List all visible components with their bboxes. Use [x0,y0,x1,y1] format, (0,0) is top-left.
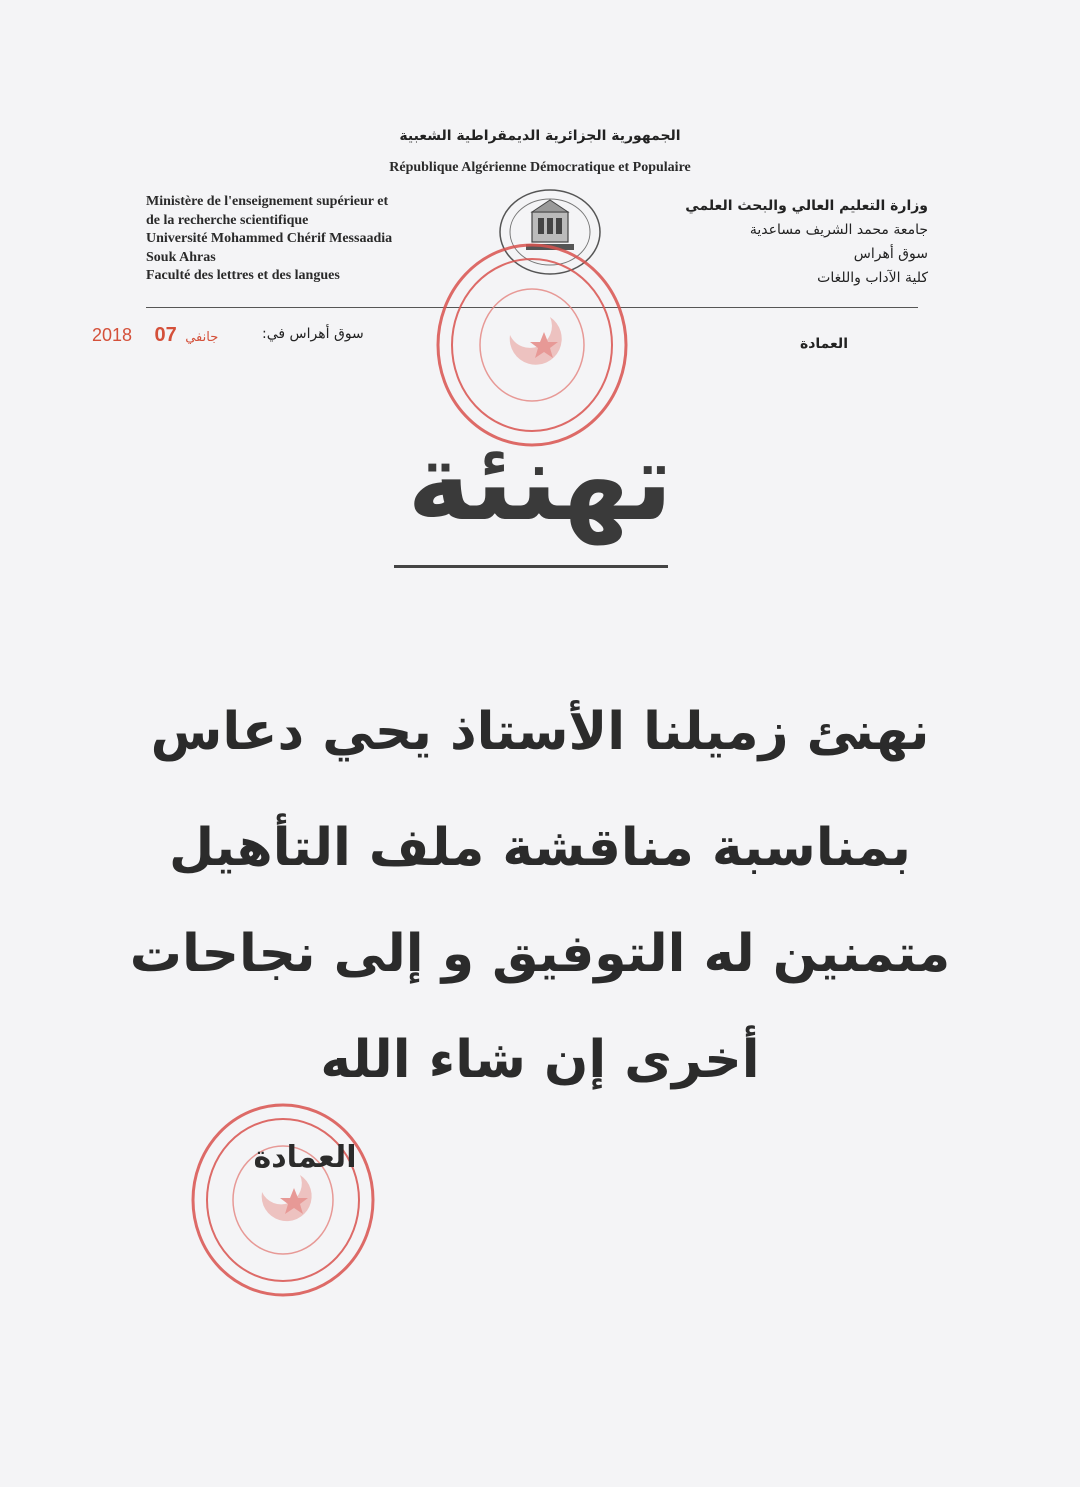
date-year: 2018 [92,325,133,345]
faculty-arabic: كلية الآداب واللغات [817,270,928,286]
ministry-line-1: Ministère de l'enseignement supérieur et [146,194,389,209]
office-heading: العمادة [799,336,848,352]
date-value [92,324,218,347]
header-right-arabic [608,194,928,290]
date-month: جانفي [185,330,219,345]
body-line-4: أخرى إن شاء الله [320,1030,760,1090]
body-line-3: متمنين له التوفيق و إلى نجاحات [129,924,951,984]
city-arabic: سوق أهراس [853,246,928,262]
signature-office: العمادة [253,1140,357,1175]
ministry-line-2: de la recherche scientifique [146,212,309,228]
republic-arabic: الجمهورية الجزائرية الديمقراطية الشعبية [399,128,681,144]
title-underline [394,565,668,568]
document-title: تهنئة [407,420,673,545]
round-official-stamp-icon [432,240,632,450]
university-arabic: جامعة محمد الشريف مساعدية [749,222,928,238]
city-name: Souk Ahras [146,249,216,265]
republic-french: République Algérienne Démocratique et Populaire [389,160,691,175]
university-name: Université Mohammed Chérif Messaadia [146,231,393,246]
ministry-arabic: وزارة التعليم العالي والبحث العلمي [685,198,928,214]
body-line-2: بمناسبة مناقشة ملف التأهيل [169,818,911,878]
body-line-1: نهنئ زميلنا الأستاذ يحي دعاس [150,702,930,762]
faculty-name: Faculté des lettres et des langues [146,268,340,283]
round-official-stamp-icon [188,1100,378,1300]
date-label: سوق أهراس في: [262,326,364,342]
date-day: 07 [154,324,177,346]
